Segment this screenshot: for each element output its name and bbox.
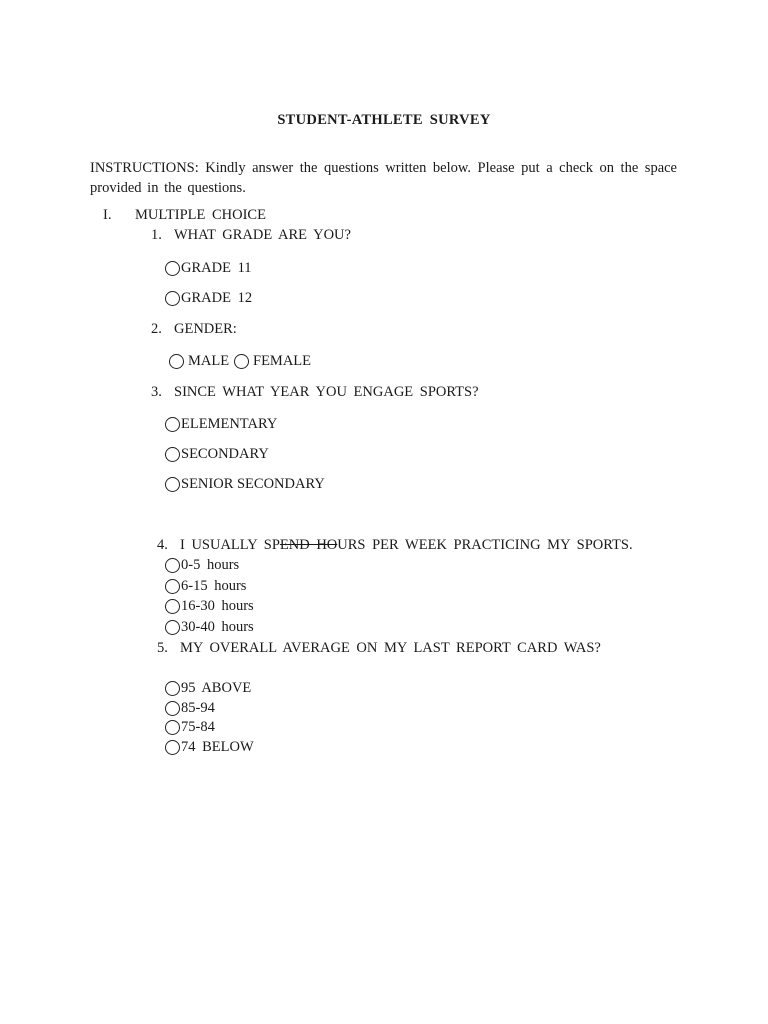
option-label: 0-5 hours bbox=[181, 557, 240, 574]
q5-option-95-above[interactable] bbox=[165, 681, 251, 696]
q3-text: SINCE WHAT YEAR YOU ENGAGE SPORTS? bbox=[174, 384, 479, 400]
q5-option-74-below[interactable] bbox=[165, 740, 254, 755]
q4-option-30-40[interactable] bbox=[165, 620, 254, 635]
q4-number: 4. bbox=[157, 537, 168, 553]
radio-circle-icon[interactable] bbox=[165, 291, 180, 306]
q3-option-elementary[interactable] bbox=[165, 417, 277, 432]
radio-circle-icon[interactable] bbox=[165, 681, 180, 696]
option-label: GRADE 12 bbox=[181, 290, 253, 307]
survey-title: STUDENT-ATHLETE SURVEY bbox=[277, 112, 491, 128]
option-label: 75-84 bbox=[181, 719, 215, 736]
radio-circle-icon[interactable] bbox=[169, 354, 184, 369]
section-number: I. bbox=[103, 207, 112, 223]
radio-circle-icon[interactable] bbox=[165, 579, 180, 594]
q5-option-75-84[interactable] bbox=[165, 720, 215, 735]
option-label: FEMALE bbox=[253, 353, 311, 370]
option-label: 85-94 bbox=[181, 700, 215, 717]
option-label: 6-15 hours bbox=[181, 578, 247, 595]
q5-text: MY OVERALL AVERAGE ON MY LAST REPORT CARD WAS? bbox=[180, 640, 601, 656]
q2-option-female[interactable] bbox=[234, 354, 311, 369]
q4-option-6-15[interactable] bbox=[165, 579, 246, 594]
option-label: 95 ABOVE bbox=[181, 680, 252, 697]
radio-circle-icon[interactable] bbox=[165, 447, 180, 462]
instructions-text: INSTRUCTIONS: Kindly answer the questions written below. Please put a check on the space provided in the questions. bbox=[90, 160, 677, 196]
radio-circle-icon[interactable] bbox=[165, 599, 180, 614]
radio-circle-icon[interactable] bbox=[165, 477, 180, 492]
q3-option-secondary[interactable] bbox=[165, 447, 269, 462]
radio-circle-icon[interactable] bbox=[165, 701, 180, 716]
q2-option-male[interactable] bbox=[169, 354, 229, 369]
q4-option-0-5[interactable] bbox=[165, 558, 239, 573]
radio-circle-icon[interactable] bbox=[165, 417, 180, 432]
q1-option-grade-11[interactable] bbox=[165, 261, 252, 276]
q3-option-senior-secondary[interactable] bbox=[165, 477, 325, 492]
q4-option-16-30[interactable] bbox=[165, 599, 254, 614]
q1-text: WHAT GRADE ARE YOU? bbox=[174, 227, 351, 243]
section-label: MULTIPLE CHOICE bbox=[135, 207, 266, 223]
option-label: MALE bbox=[188, 353, 230, 370]
q3-number: 3. bbox=[151, 384, 162, 400]
q1-option-grade-12[interactable] bbox=[165, 291, 252, 306]
option-label: 30-40 hours bbox=[181, 619, 254, 636]
radio-circle-icon[interactable] bbox=[165, 740, 180, 755]
radio-circle-icon[interactable] bbox=[165, 558, 180, 573]
radio-circle-icon[interactable] bbox=[234, 354, 249, 369]
radio-circle-icon[interactable] bbox=[165, 720, 180, 735]
q5-option-85-94[interactable] bbox=[165, 701, 215, 716]
q4-text-part: I USUALLY SP bbox=[180, 537, 280, 553]
q4-text bbox=[180, 538, 633, 553]
q2-number: 2. bbox=[151, 321, 162, 337]
q5-number: 5. bbox=[157, 640, 168, 656]
radio-circle-icon[interactable] bbox=[165, 620, 180, 635]
option-label: 16-30 hours bbox=[181, 598, 254, 615]
q4-struck-text: END HO bbox=[279, 537, 338, 553]
option-label: ELEMENTARY bbox=[181, 416, 278, 433]
option-label: SECONDARY bbox=[181, 446, 269, 463]
option-label: GRADE 11 bbox=[181, 260, 252, 277]
option-label: SENIOR SECONDARY bbox=[181, 476, 325, 493]
option-label: 74 BELOW bbox=[181, 739, 254, 756]
q4-text-part: URS PER WEEK PRACTICING MY SPORTS. bbox=[337, 537, 633, 553]
radio-circle-icon[interactable] bbox=[165, 261, 180, 276]
q1-number: 1. bbox=[151, 227, 162, 243]
q2-text: GENDER: bbox=[174, 321, 237, 337]
